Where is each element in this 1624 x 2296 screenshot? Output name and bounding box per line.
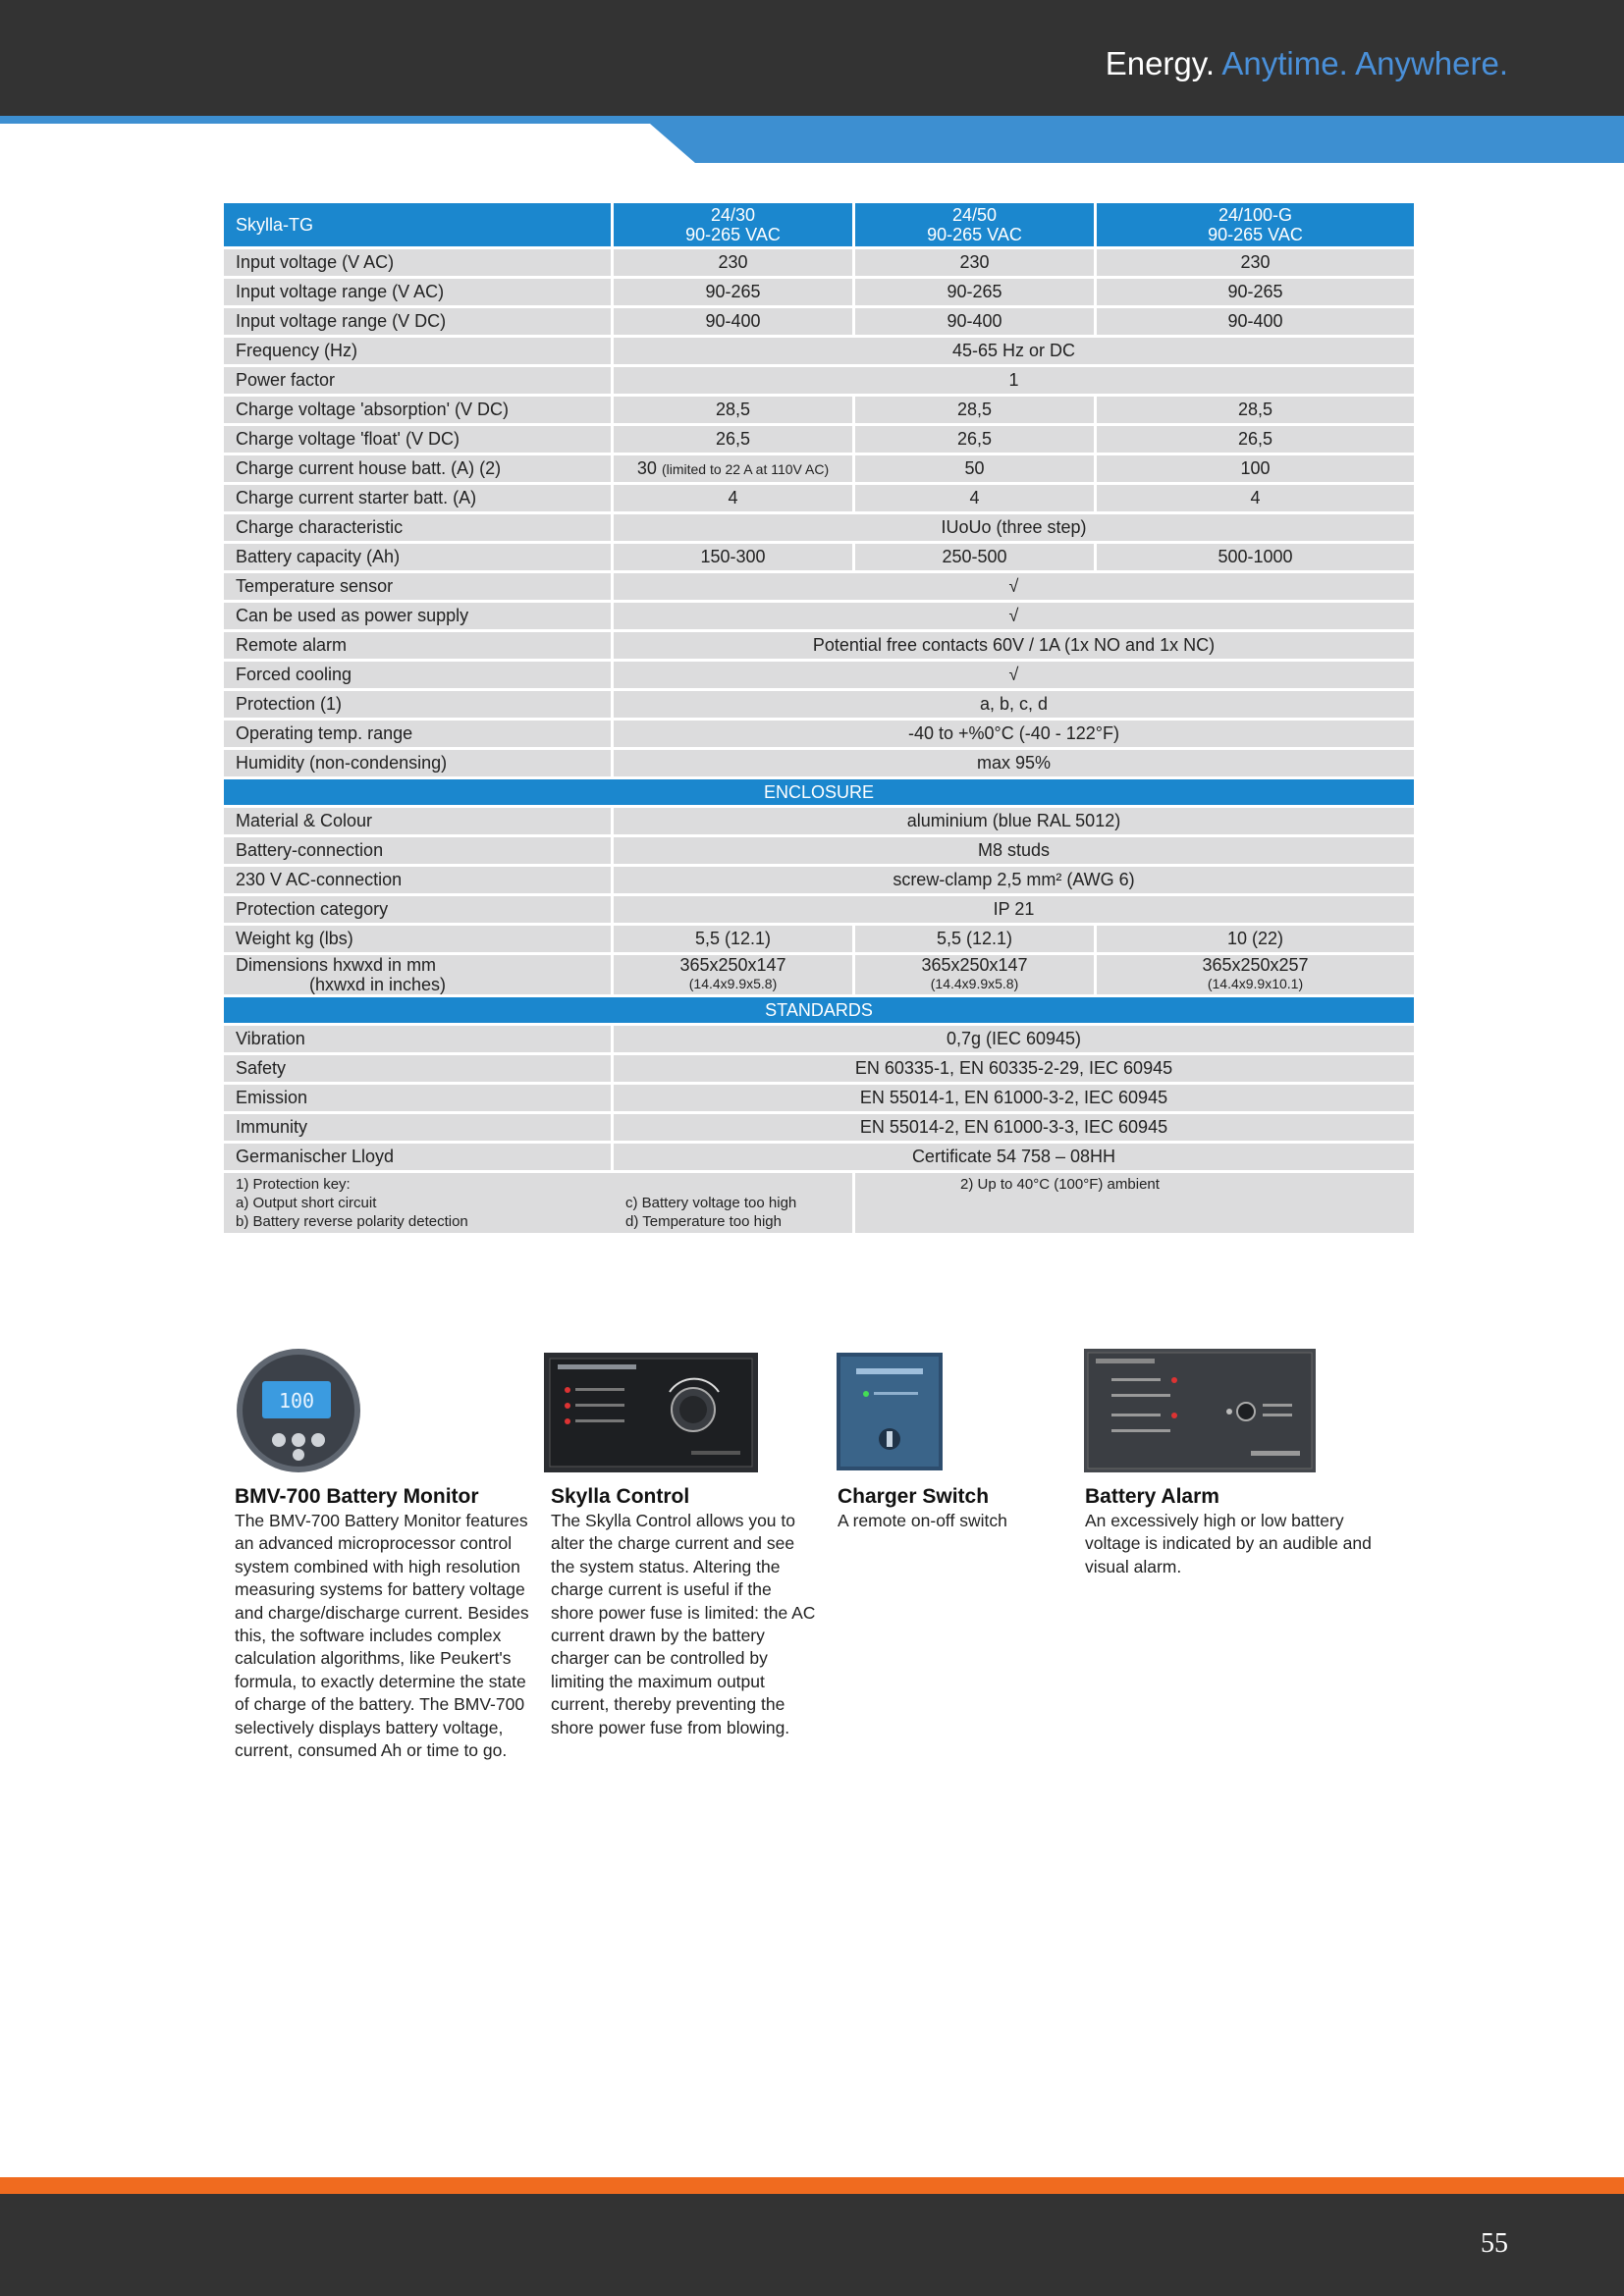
battery-alarm-description: An excessively high or low battery voltage is indicated by an audible and visual alarm. bbox=[1085, 1511, 1372, 1576]
table-row bbox=[223, 836, 1416, 866]
row-label: Emission bbox=[223, 1084, 613, 1113]
row-label bbox=[223, 954, 613, 996]
row-value: a, b, c, d bbox=[613, 690, 1416, 720]
row-label: Weight kg (lbs) bbox=[223, 925, 613, 954]
row-value: 500-1000 bbox=[1096, 543, 1416, 572]
row-value bbox=[1096, 954, 1416, 996]
row-value: 5,5 (12.1) bbox=[854, 925, 1096, 954]
table-row bbox=[223, 690, 1416, 720]
row-value: 28,5 bbox=[1096, 396, 1416, 425]
row-label: Input voltage (V AC) bbox=[223, 248, 613, 278]
row-label: Operating temp. range bbox=[223, 720, 613, 749]
table-header-label: Skylla-TG bbox=[223, 202, 613, 248]
row-value: screw-clamp 2,5 mm² (AWG 6) bbox=[613, 866, 1416, 895]
dimensions-mm: 365x250x257 bbox=[1202, 955, 1309, 975]
row-value: 230 bbox=[1096, 248, 1416, 278]
note-c: c) Battery voltage too high bbox=[625, 1195, 797, 1211]
row-value: √ bbox=[613, 602, 1416, 631]
row-value: 90-400 bbox=[854, 307, 1096, 337]
row-label: 230 V AC-connection bbox=[223, 866, 613, 895]
table-header-model bbox=[1096, 202, 1416, 248]
row-label: Charge voltage 'float' (V DC) bbox=[223, 425, 613, 454]
row-label: Frequency (Hz) bbox=[223, 337, 613, 366]
row-value: 26,5 bbox=[854, 425, 1096, 454]
row-value: 230 bbox=[613, 248, 854, 278]
row-value: 230 bbox=[854, 248, 1096, 278]
dimensions-mm: 365x250x147 bbox=[921, 955, 1028, 975]
row-value: M8 studs bbox=[613, 836, 1416, 866]
table-row bbox=[223, 337, 1416, 366]
row-label: Humidity (non-condensing) bbox=[223, 749, 613, 778]
table-row bbox=[223, 925, 1416, 954]
row-value: EN 60335-1, EN 60335-2-29, IEC 60945 bbox=[613, 1054, 1416, 1084]
row-label: Germanischer Lloyd bbox=[223, 1143, 613, 1172]
table-row bbox=[223, 807, 1416, 836]
page-number: 55 bbox=[1481, 2228, 1508, 2259]
dimensions-mm: 365x250x147 bbox=[679, 955, 786, 975]
table-row bbox=[223, 248, 1416, 278]
row-value: 4 bbox=[854, 484, 1096, 513]
row-label: Battery-connection bbox=[223, 836, 613, 866]
section-enclosure bbox=[223, 778, 1416, 807]
row-value: 0,7g (IEC 60945) bbox=[613, 1025, 1416, 1054]
row-label: Protection (1) bbox=[223, 690, 613, 720]
row-label: Remote alarm bbox=[223, 631, 613, 661]
row-value: √ bbox=[613, 572, 1416, 602]
row-value: 90-400 bbox=[613, 307, 854, 337]
table-row bbox=[223, 425, 1416, 454]
charger-switch-image bbox=[837, 1353, 943, 1470]
row-value bbox=[613, 954, 854, 996]
row-value bbox=[854, 954, 1096, 996]
table-row bbox=[223, 895, 1416, 925]
row-label: Charge current starter batt. (A) bbox=[223, 484, 613, 513]
table-row bbox=[223, 484, 1416, 513]
row-value: aluminium (blue RAL 5012) bbox=[613, 807, 1416, 836]
row-value: 10 (22) bbox=[1096, 925, 1416, 954]
row-value: 26,5 bbox=[613, 425, 854, 454]
row-value: EN 55014-1, EN 61000-3-2, IEC 60945 bbox=[613, 1084, 1416, 1113]
footer-orange-stripe bbox=[0, 2177, 1624, 2194]
row-value: 1 bbox=[613, 366, 1416, 396]
table-row bbox=[223, 1113, 1416, 1143]
dimensions-in: (14.4x9.9x10.1) bbox=[1207, 976, 1304, 991]
table-row bbox=[223, 454, 1416, 484]
row-value: -40 to +%0°C (-40 - 122°F) bbox=[613, 720, 1416, 749]
model-voltage: 90-265 VAC bbox=[1208, 225, 1303, 244]
row-value: 4 bbox=[613, 484, 854, 513]
row-value: √ bbox=[613, 661, 1416, 690]
note-b: b) Battery reverse polarity detection bbox=[236, 1213, 468, 1230]
table-row bbox=[223, 661, 1416, 690]
table-row bbox=[223, 513, 1416, 543]
tagline bbox=[1106, 45, 1508, 82]
row-value: IUoUo (three step) bbox=[613, 513, 1416, 543]
table-header-model bbox=[854, 202, 1096, 248]
note-a: a) Output short circuit bbox=[236, 1195, 377, 1211]
row-value: EN 55014-2, EN 61000-3-3, IEC 60945 bbox=[613, 1113, 1416, 1143]
table-row bbox=[223, 1143, 1416, 1172]
row-value: 100 bbox=[1096, 454, 1416, 484]
skylla-control-image bbox=[544, 1353, 758, 1472]
bmv700-description: The BMV-700 Battery Monitor features an advanced microprocessor control system combined with high resolution measuring systems for battery voltage and charge/discharge current. Besides this, the software includes complex calculation algorithms, like Peukert's formula, to exactly determine the state of charge of the battery. The BMV-700 selectively displays battery voltage, current, consumed Ah or time to go. bbox=[235, 1511, 529, 1761]
row-value: 28,5 bbox=[854, 396, 1096, 425]
battery-alarm-title: Battery Alarm bbox=[1085, 1485, 1219, 1508]
row-label: Charge characteristic bbox=[223, 513, 613, 543]
row-value: IP 21 bbox=[613, 895, 1416, 925]
dimensions-label-mm: Dimensions hxwxd in mm bbox=[236, 955, 437, 975]
row-label: Temperature sensor bbox=[223, 572, 613, 602]
row-value: 90-265 bbox=[854, 278, 1096, 307]
skylla-control-description: The Skylla Control allows you to alter the charge current and see the system status. Altering the charge current is useful if the shore power fuse is limited: the AC current drawn by the battery charger can be controlled by limiting the maximum output current, thereby preventing the shore power fuse from blowing. bbox=[551, 1511, 816, 1737]
table-header-row bbox=[223, 202, 1416, 248]
table-row bbox=[223, 1084, 1416, 1113]
row-label: Material & Colour bbox=[223, 807, 613, 836]
row-value: 28,5 bbox=[613, 396, 854, 425]
table-row bbox=[223, 543, 1416, 572]
row-label: Immunity bbox=[223, 1113, 613, 1143]
header-blue-band bbox=[0, 116, 1624, 163]
row-label: Forced cooling bbox=[223, 661, 613, 690]
dimensions-in: (14.4x9.9x5.8) bbox=[930, 976, 1019, 991]
table-row bbox=[223, 866, 1416, 895]
table-row bbox=[223, 720, 1416, 749]
table-row bbox=[223, 396, 1416, 425]
footer-bar bbox=[0, 2194, 1624, 2296]
note-key-title: 1) Protection key: bbox=[236, 1176, 351, 1193]
model-voltage: 90-265 VAC bbox=[927, 225, 1022, 244]
table-row bbox=[223, 278, 1416, 307]
row-label: Battery capacity (Ah) bbox=[223, 543, 613, 572]
skylla-control-title: Skylla Control bbox=[551, 1485, 690, 1508]
note-2: 2) Up to 40°C (100°F) ambient bbox=[960, 1176, 1160, 1193]
table-row bbox=[223, 1025, 1416, 1054]
bmv700-image bbox=[235, 1347, 362, 1474]
model-name: 24/30 bbox=[710, 205, 756, 225]
row-value bbox=[613, 454, 854, 484]
section-standards bbox=[223, 996, 1416, 1025]
table-row bbox=[223, 631, 1416, 661]
section-standards-title: STANDARDS bbox=[223, 996, 1416, 1025]
tagline-part1: Energy. bbox=[1105, 45, 1215, 81]
row-label: Charge voltage 'absorption' (V DC) bbox=[223, 396, 613, 425]
bmv700-title: BMV-700 Battery Monitor bbox=[235, 1485, 479, 1508]
row-label: Input voltage range (V AC) bbox=[223, 278, 613, 307]
charger-switch-title: Charger Switch bbox=[838, 1485, 990, 1508]
bmv700-display-value: 100 bbox=[278, 1389, 315, 1413]
row-value: 250-500 bbox=[854, 543, 1096, 572]
table-row-dimensions bbox=[223, 954, 1416, 996]
table-row bbox=[223, 1054, 1416, 1084]
note-d: d) Temperature too high bbox=[625, 1213, 782, 1230]
dimensions-label-in: (hxwxd in inches) bbox=[309, 975, 447, 994]
row-value: max 95% bbox=[613, 749, 1416, 778]
row-label: Protection category bbox=[223, 895, 613, 925]
section-enclosure-title: ENCLOSURE bbox=[223, 778, 1416, 807]
row-label: Safety bbox=[223, 1054, 613, 1084]
table-row bbox=[223, 366, 1416, 396]
row-value: 45-65 Hz or DC bbox=[613, 337, 1416, 366]
row-value: Potential free contacts 60V / 1A (1x NO and 1x NC) bbox=[613, 631, 1416, 661]
row-label: Charge current house batt. (A) (2) bbox=[223, 454, 613, 484]
table-notes-row bbox=[223, 1172, 1416, 1235]
row-label: Can be used as power supply bbox=[223, 602, 613, 631]
battery-alarm-image bbox=[1084, 1349, 1316, 1472]
row-value: 50 bbox=[854, 454, 1096, 484]
row-value: 90-265 bbox=[1096, 278, 1416, 307]
row-value: 4 bbox=[1096, 484, 1416, 513]
row-value: Certificate 54 758 – 08HH bbox=[613, 1143, 1416, 1172]
row-value: 150-300 bbox=[613, 543, 854, 572]
row-value-main: 30 bbox=[636, 457, 657, 478]
row-label: Power factor bbox=[223, 366, 613, 396]
tagline-part2: Anytime. Anywhere. bbox=[1221, 45, 1508, 81]
row-value: 26,5 bbox=[1096, 425, 1416, 454]
row-value: 90-400 bbox=[1096, 307, 1416, 337]
table-row bbox=[223, 749, 1416, 778]
row-value: 5,5 (12.1) bbox=[613, 925, 854, 954]
table-row bbox=[223, 572, 1416, 602]
charger-switch-description: A remote on-off switch bbox=[838, 1511, 1007, 1530]
model-name: 24/50 bbox=[951, 205, 998, 225]
dimensions-in: (14.4x9.9x5.8) bbox=[688, 976, 778, 991]
row-label: Input voltage range (V DC) bbox=[223, 307, 613, 337]
table-row bbox=[223, 307, 1416, 337]
model-name: 24/100-G bbox=[1218, 205, 1293, 225]
spec-table bbox=[221, 200, 1417, 1236]
row-value: 90-265 bbox=[613, 278, 854, 307]
row-value-note: (limited to 22 A at 110V AC) bbox=[661, 460, 830, 477]
table-row bbox=[223, 602, 1416, 631]
model-voltage: 90-265 VAC bbox=[685, 225, 781, 244]
row-label: Vibration bbox=[223, 1025, 613, 1054]
notes-right bbox=[625, 1172, 1416, 1235]
table-header-model bbox=[613, 202, 854, 248]
